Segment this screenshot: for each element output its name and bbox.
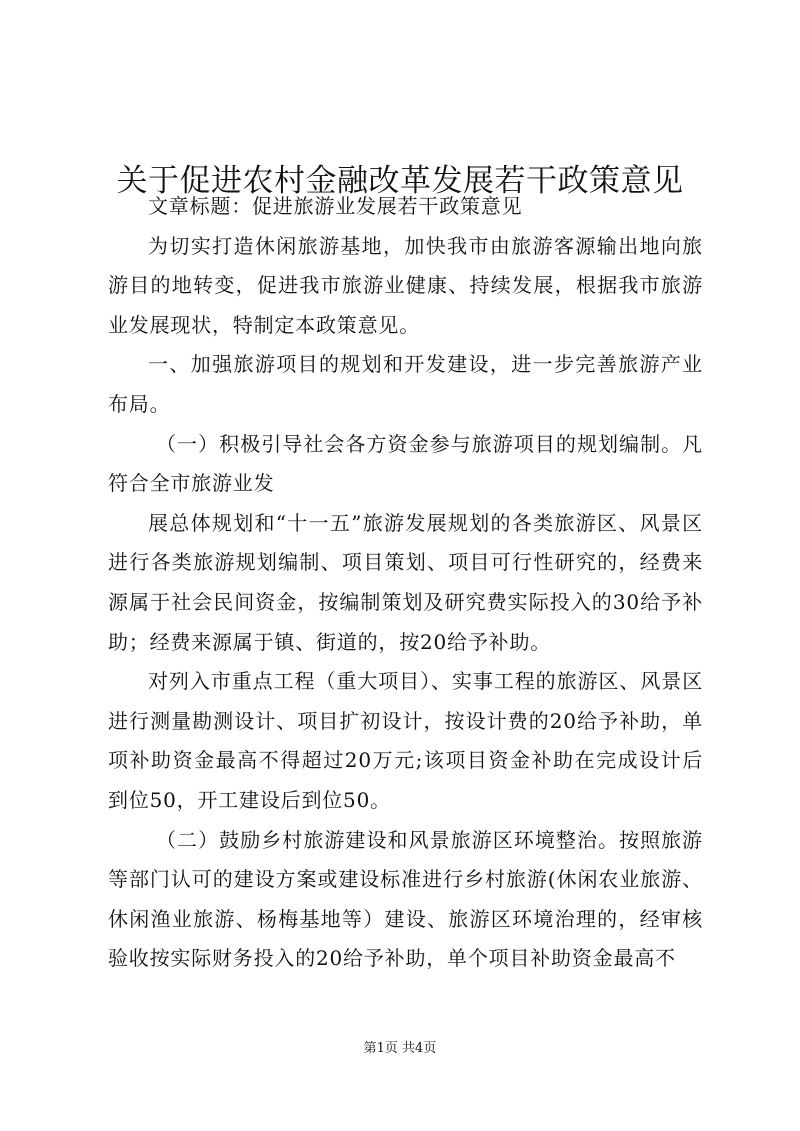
article-subtitle-paragraph: 文章标题：促进旅游业发展若干政策意见 xyxy=(148,194,523,218)
section-one-heading: 一、加强旅游项目的规划和开发建设，进一步完善旅游产业布局。 xyxy=(108,352,703,416)
design-subsidy-paragraph: 对列入市重点工程（重大项目）、实事工程的旅游区、风景区进行测量勘测设计、项目扩初设计，按设计费的20给予补助，单项补助资金最高不得超过20万元;该项目资金补助在完成设计后到位50，开工建设后到位50。 xyxy=(108,669,703,812)
document-body xyxy=(108,187,703,979)
subsection-one-paragraph: （一）积极引导社会各方资金参与旅游项目的规划编制。凡符合全市旅游业发 xyxy=(108,431,703,496)
intro-paragraph: 为切实打造休闲旅游基地，加快我市由旅游客源输出地向旅游目的地转变，促进我市旅游业健康、持续发展，根据我市旅游业发展现状，特制定本政策意见。 xyxy=(108,233,703,337)
planning-subsidy-paragraph: 展总体规划和“十一五”旅游发展规划的各类旅游区、风景区进行各类旅游规划编制、项目策划、项目可行性研究的，经费来源属于社会民间资金，按编制策划及研究费实际投入的30给予补助；经费来源属于镇、街道的，按20给予补助。 xyxy=(108,510,703,654)
subsection-two-paragraph: （二）鼓励乡村旅游建设和风景旅游区环境整治。按照旅游等部门认可的建设方案或建设标准进行乡村旅游(休闲农业旅游、休闲渔业旅游、杨梅基地等）建设、旅游区环境治理的，经审核验收按实际财务投入的20给予补助，单个项目补助资金最高不 xyxy=(108,827,703,971)
document-title: 关于促进农村金融改革发展若干政策意见 xyxy=(116,162,684,199)
page-number-footer: 第1页 共4页 xyxy=(363,1041,437,1056)
